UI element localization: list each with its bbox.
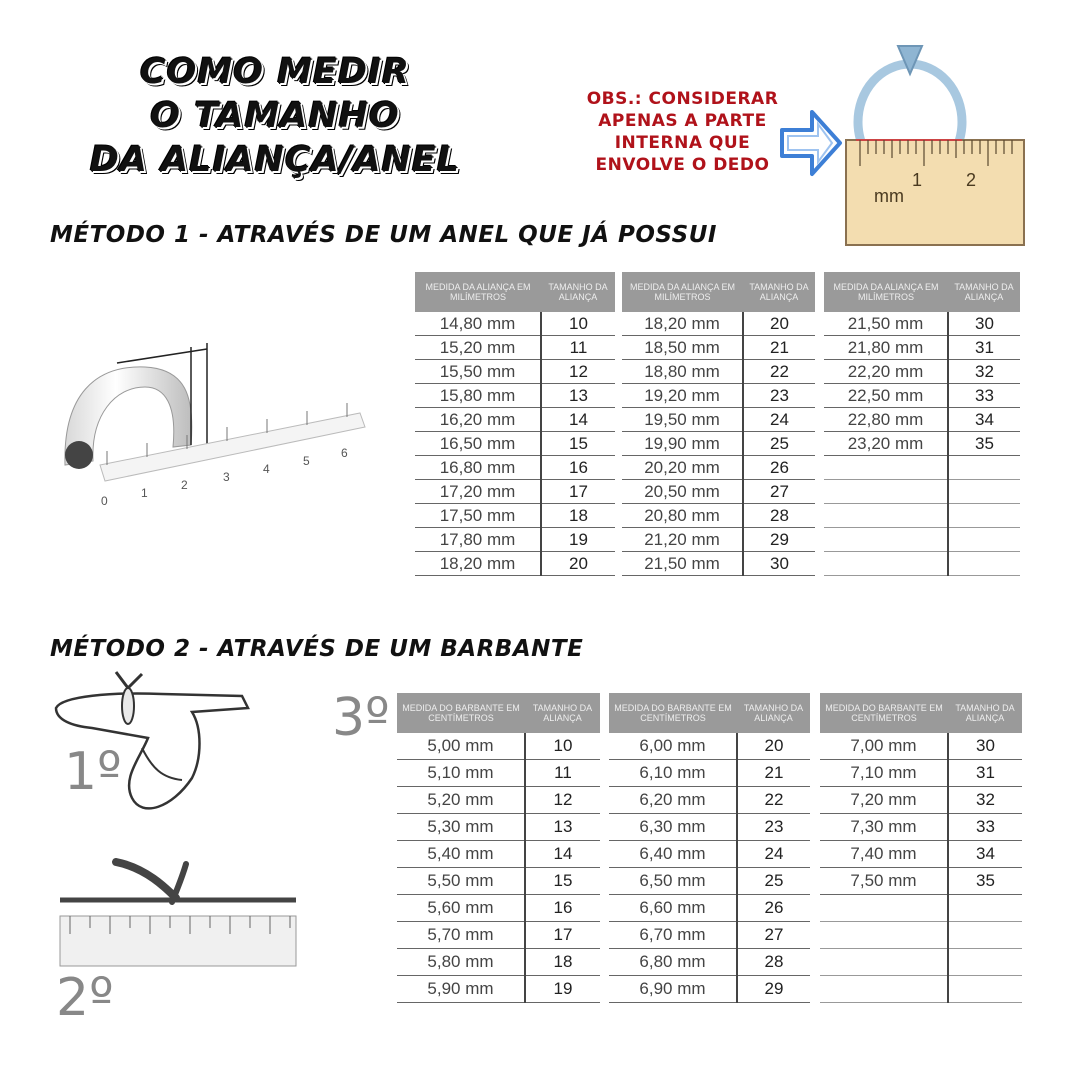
size-cell: 12 <box>541 360 615 384</box>
size-cell: 20 <box>737 733 810 760</box>
size-cell: 29 <box>743 528 815 552</box>
table-row <box>609 895 810 922</box>
table-row <box>622 528 815 552</box>
measure-cell: 5,00 mm <box>397 733 525 760</box>
measure-cell: 7,50 mm <box>820 868 948 895</box>
size-cell: 15 <box>525 868 600 895</box>
header-size: TAMANHO DA ALIANÇA <box>525 693 600 733</box>
measure-cell: 6,90 mm <box>609 976 737 1003</box>
size-cell: 28 <box>743 504 815 528</box>
table-row <box>820 868 1022 895</box>
size-cell: 18 <box>525 949 600 976</box>
header-measure: MEDIDA DO BARBANTE EM CENTÍMETROS <box>820 693 948 733</box>
size-cell: 31 <box>948 336 1020 360</box>
table-row <box>820 976 1022 1003</box>
table-row <box>415 360 615 384</box>
ring-ruler-tick-6: 6 <box>341 446 348 460</box>
size-cell <box>948 456 1020 480</box>
measure-cell: 18,80 mm <box>622 360 743 384</box>
header-measure: MEDIDA DA ALIANÇA EM MILÍMETROS <box>622 272 743 312</box>
table-row <box>622 480 815 504</box>
table-row <box>415 312 615 336</box>
measure-cell <box>820 922 948 949</box>
title-line-2: O TAMANHO <box>150 96 400 136</box>
title-line-1: COMO MEDIR <box>140 52 410 92</box>
size-cell: 17 <box>541 480 615 504</box>
table-row <box>824 360 1020 384</box>
measure-cell: 20,20 mm <box>622 456 743 480</box>
table-row <box>609 814 810 841</box>
measure-cell: 17,50 mm <box>415 504 541 528</box>
size-cell: 33 <box>948 384 1020 408</box>
measure-cell: 18,20 mm <box>622 312 743 336</box>
measure-cell: 21,50 mm <box>622 552 743 576</box>
measure-cell <box>824 504 948 528</box>
step1-label: 1º <box>64 742 122 802</box>
measure-cell: 16,50 mm <box>415 432 541 456</box>
measure-cell: 6,40 mm <box>609 841 737 868</box>
size-cell <box>948 552 1020 576</box>
measure-cell: 7,30 mm <box>820 814 948 841</box>
size-cell: 10 <box>525 733 600 760</box>
measure-cell: 15,20 mm <box>415 336 541 360</box>
table-row <box>820 895 1022 922</box>
measure-cell: 15,50 mm <box>415 360 541 384</box>
header-size: TAMANHO DA ALIANÇA <box>743 272 815 312</box>
table-row <box>609 922 810 949</box>
header-size: TAMANHO DA ALIANÇA <box>541 272 615 312</box>
size-cell: 14 <box>541 408 615 432</box>
measure-cell <box>820 949 948 976</box>
size-cell: 13 <box>541 384 615 408</box>
table-row <box>415 408 615 432</box>
page-title <box>40 50 510 182</box>
method2-table-1 <box>397 693 600 1003</box>
table-row <box>415 432 615 456</box>
table-row <box>622 456 815 480</box>
measure-cell: 5,70 mm <box>397 922 525 949</box>
size-cell: 26 <box>737 895 810 922</box>
measure-cell: 21,20 mm <box>622 528 743 552</box>
size-cell: 15 <box>541 432 615 456</box>
header-measure: MEDIDA DO BARBANTE EM CENTÍMETROS <box>609 693 737 733</box>
table-row <box>609 976 810 1003</box>
table-row <box>415 456 615 480</box>
table-row <box>622 552 815 576</box>
size-cell: 30 <box>948 733 1022 760</box>
table-row <box>824 528 1020 552</box>
measure-cell: 17,80 mm <box>415 528 541 552</box>
size-cell: 17 <box>525 922 600 949</box>
table-row <box>824 408 1020 432</box>
table-row <box>622 360 815 384</box>
table-row <box>609 841 810 868</box>
ring-measure-illustration <box>55 335 370 520</box>
measure-cell: 18,50 mm <box>622 336 743 360</box>
table-row <box>820 814 1022 841</box>
size-cell <box>948 922 1022 949</box>
size-cell: 31 <box>948 760 1022 787</box>
table-row <box>622 408 815 432</box>
table-row <box>415 480 615 504</box>
table-row <box>820 760 1022 787</box>
header-measure: MEDIDA DA ALIANÇA EM MILÍMETROS <box>824 272 948 312</box>
size-cell: 27 <box>737 922 810 949</box>
table-row <box>397 949 600 976</box>
measure-cell: 15,80 mm <box>415 384 541 408</box>
size-cell: 21 <box>737 760 810 787</box>
table-row <box>415 504 615 528</box>
size-cell: 32 <box>948 787 1022 814</box>
size-cell <box>948 504 1020 528</box>
step2-label: 2º <box>56 968 114 1028</box>
header-size: TAMANHO DA ALIANÇA <box>948 693 1022 733</box>
measure-cell <box>824 456 948 480</box>
measure-cell: 16,80 mm <box>415 456 541 480</box>
table-row <box>397 787 600 814</box>
size-cell: 22 <box>743 360 815 384</box>
ruler-mark-1: 1 <box>912 170 923 190</box>
measure-cell: 22,80 mm <box>824 408 948 432</box>
measure-cell: 6,80 mm <box>609 949 737 976</box>
table-row <box>622 384 815 408</box>
ring-ruler-tick-2: 2 <box>181 478 188 492</box>
size-cell: 13 <box>525 814 600 841</box>
size-cell: 18 <box>541 504 615 528</box>
table-row <box>609 949 810 976</box>
size-cell <box>948 976 1022 1003</box>
table-row <box>622 336 815 360</box>
size-cell: 22 <box>737 787 810 814</box>
header-measure: MEDIDA DO BARBANTE EM CENTÍMETROS <box>397 693 525 733</box>
measure-cell: 16,20 mm <box>415 408 541 432</box>
size-cell: 30 <box>743 552 815 576</box>
table-row <box>397 814 600 841</box>
string-ruler-illustration <box>56 858 302 970</box>
table-row <box>609 760 810 787</box>
table-row <box>609 787 810 814</box>
measure-cell: 6,20 mm <box>609 787 737 814</box>
size-cell: 14 <box>525 841 600 868</box>
measure-cell: 14,80 mm <box>415 312 541 336</box>
method1-table-2 <box>622 272 815 576</box>
measure-cell: 23,20 mm <box>824 432 948 456</box>
table-row <box>820 733 1022 760</box>
table-row <box>824 480 1020 504</box>
size-cell: 34 <box>948 408 1020 432</box>
table-row <box>397 922 600 949</box>
arrow-right-icon <box>778 108 844 178</box>
measure-cell: 6,60 mm <box>609 895 737 922</box>
size-cell <box>948 949 1022 976</box>
ring-ruler-tick-3: 3 <box>223 470 230 484</box>
size-cell: 25 <box>743 432 815 456</box>
measure-cell <box>820 895 948 922</box>
ruler-unit-label: mm <box>874 186 904 206</box>
measure-cell: 19,90 mm <box>622 432 743 456</box>
table-row <box>609 733 810 760</box>
table-row <box>824 432 1020 456</box>
header-measure: MEDIDA DA ALIANÇA EM MILÍMETROS <box>415 272 541 312</box>
size-cell: 33 <box>948 814 1022 841</box>
ring-ruler-illustration <box>838 40 1038 252</box>
size-cell: 23 <box>743 384 815 408</box>
table-row <box>622 312 815 336</box>
size-cell: 25 <box>737 868 810 895</box>
table-row <box>824 552 1020 576</box>
size-cell: 19 <box>525 976 600 1003</box>
measure-cell: 6,50 mm <box>609 868 737 895</box>
obs-note <box>560 88 805 176</box>
measure-cell: 6,30 mm <box>609 814 737 841</box>
measure-cell: 7,40 mm <box>820 841 948 868</box>
size-cell: 21 <box>743 336 815 360</box>
size-cell: 11 <box>541 336 615 360</box>
measure-cell: 22,50 mm <box>824 384 948 408</box>
ring-ruler-tick-0: 0 <box>101 494 108 508</box>
size-cell: 29 <box>737 976 810 1003</box>
table-row <box>820 922 1022 949</box>
obs-line-2: APENAS A PARTE <box>598 111 767 131</box>
size-cell: 10 <box>541 312 615 336</box>
ring-ruler-tick-4: 4 <box>263 462 270 476</box>
size-cell: 16 <box>541 456 615 480</box>
measure-cell: 5,10 mm <box>397 760 525 787</box>
header-size: TAMANHO DA ALIANÇA <box>737 693 810 733</box>
size-cell: 23 <box>737 814 810 841</box>
measure-cell: 5,90 mm <box>397 976 525 1003</box>
measure-cell <box>824 528 948 552</box>
header-size: TAMANHO DA ALIANÇA <box>948 272 1020 312</box>
measure-cell: 19,50 mm <box>622 408 743 432</box>
table-row <box>397 760 600 787</box>
size-cell: 12 <box>525 787 600 814</box>
ruler-mark-2: 2 <box>966 170 977 190</box>
size-cell: 35 <box>948 432 1020 456</box>
size-cell <box>948 480 1020 504</box>
size-cell: 32 <box>948 360 1020 384</box>
size-cell: 20 <box>541 552 615 576</box>
obs-line-1: OBS.: CONSIDERAR <box>586 89 779 109</box>
size-cell: 34 <box>948 841 1022 868</box>
table-row <box>824 504 1020 528</box>
measure-cell: 21,50 mm <box>824 312 948 336</box>
table-row <box>824 456 1020 480</box>
size-cell: 26 <box>743 456 815 480</box>
measure-cell: 5,20 mm <box>397 787 525 814</box>
measure-cell <box>820 976 948 1003</box>
table-row <box>397 733 600 760</box>
measure-cell: 7,20 mm <box>820 787 948 814</box>
size-cell <box>948 528 1020 552</box>
table-row <box>824 312 1020 336</box>
measure-cell: 18,20 mm <box>415 552 541 576</box>
size-cell: 20 <box>743 312 815 336</box>
measure-cell: 6,00 mm <box>609 733 737 760</box>
size-cell: 28 <box>737 949 810 976</box>
measure-cell: 6,70 mm <box>609 922 737 949</box>
measure-cell: 5,60 mm <box>397 895 525 922</box>
measure-cell: 20,80 mm <box>622 504 743 528</box>
measure-cell: 5,50 mm <box>397 868 525 895</box>
size-cell <box>948 895 1022 922</box>
table-row <box>415 528 615 552</box>
measure-cell: 21,80 mm <box>824 336 948 360</box>
measure-cell: 5,80 mm <box>397 949 525 976</box>
method1-table-1 <box>415 272 615 576</box>
size-cell: 35 <box>948 868 1022 895</box>
table-row <box>820 949 1022 976</box>
size-cell: 24 <box>737 841 810 868</box>
table-row <box>397 895 600 922</box>
measure-cell: 5,40 mm <box>397 841 525 868</box>
ring-ruler-tick-1: 1 <box>141 486 148 500</box>
measure-cell: 22,20 mm <box>824 360 948 384</box>
obs-line-3: INTERNA QUE <box>614 133 751 153</box>
table-row <box>609 868 810 895</box>
measure-cell: 7,00 mm <box>820 733 948 760</box>
measure-cell: 19,20 mm <box>622 384 743 408</box>
measure-cell: 20,50 mm <box>622 480 743 504</box>
measure-cell: 6,10 mm <box>609 760 737 787</box>
table-row <box>824 384 1020 408</box>
measure-cell: 17,20 mm <box>415 480 541 504</box>
size-cell: 27 <box>743 480 815 504</box>
size-cell: 19 <box>541 528 615 552</box>
measure-cell: 7,10 mm <box>820 760 948 787</box>
table-row <box>397 841 600 868</box>
measure-cell: 5,30 mm <box>397 814 525 841</box>
size-cell: 24 <box>743 408 815 432</box>
method2-table-3 <box>820 693 1022 1003</box>
obs-line-4: ENVOLVE O DEDO <box>595 155 770 175</box>
method2-title: MÉTODO 2 - ATRAVÉS DE UM BARBANTE <box>50 636 584 662</box>
method2-table-2 <box>609 693 810 1003</box>
table-row <box>820 841 1022 868</box>
table-row <box>415 384 615 408</box>
title-line-3: DA ALIANÇA/ANEL <box>89 140 461 180</box>
table-row <box>397 868 600 895</box>
step3-label: 3º <box>332 688 390 748</box>
size-cell: 30 <box>948 312 1020 336</box>
table-row <box>622 504 815 528</box>
ring-ruler-tick-5: 5 <box>303 454 310 468</box>
table-row <box>622 432 815 456</box>
method1-title: MÉTODO 1 - ATRAVÉS DE UM ANEL QUE JÁ POSSUI <box>50 222 717 248</box>
measure-cell <box>824 480 948 504</box>
table-row <box>824 336 1020 360</box>
size-cell: 11 <box>525 760 600 787</box>
table-row <box>820 787 1022 814</box>
table-row <box>397 976 600 1003</box>
measure-cell <box>824 552 948 576</box>
size-cell: 16 <box>525 895 600 922</box>
table-row <box>415 552 615 576</box>
method1-table-3 <box>824 272 1020 576</box>
table-row <box>415 336 615 360</box>
